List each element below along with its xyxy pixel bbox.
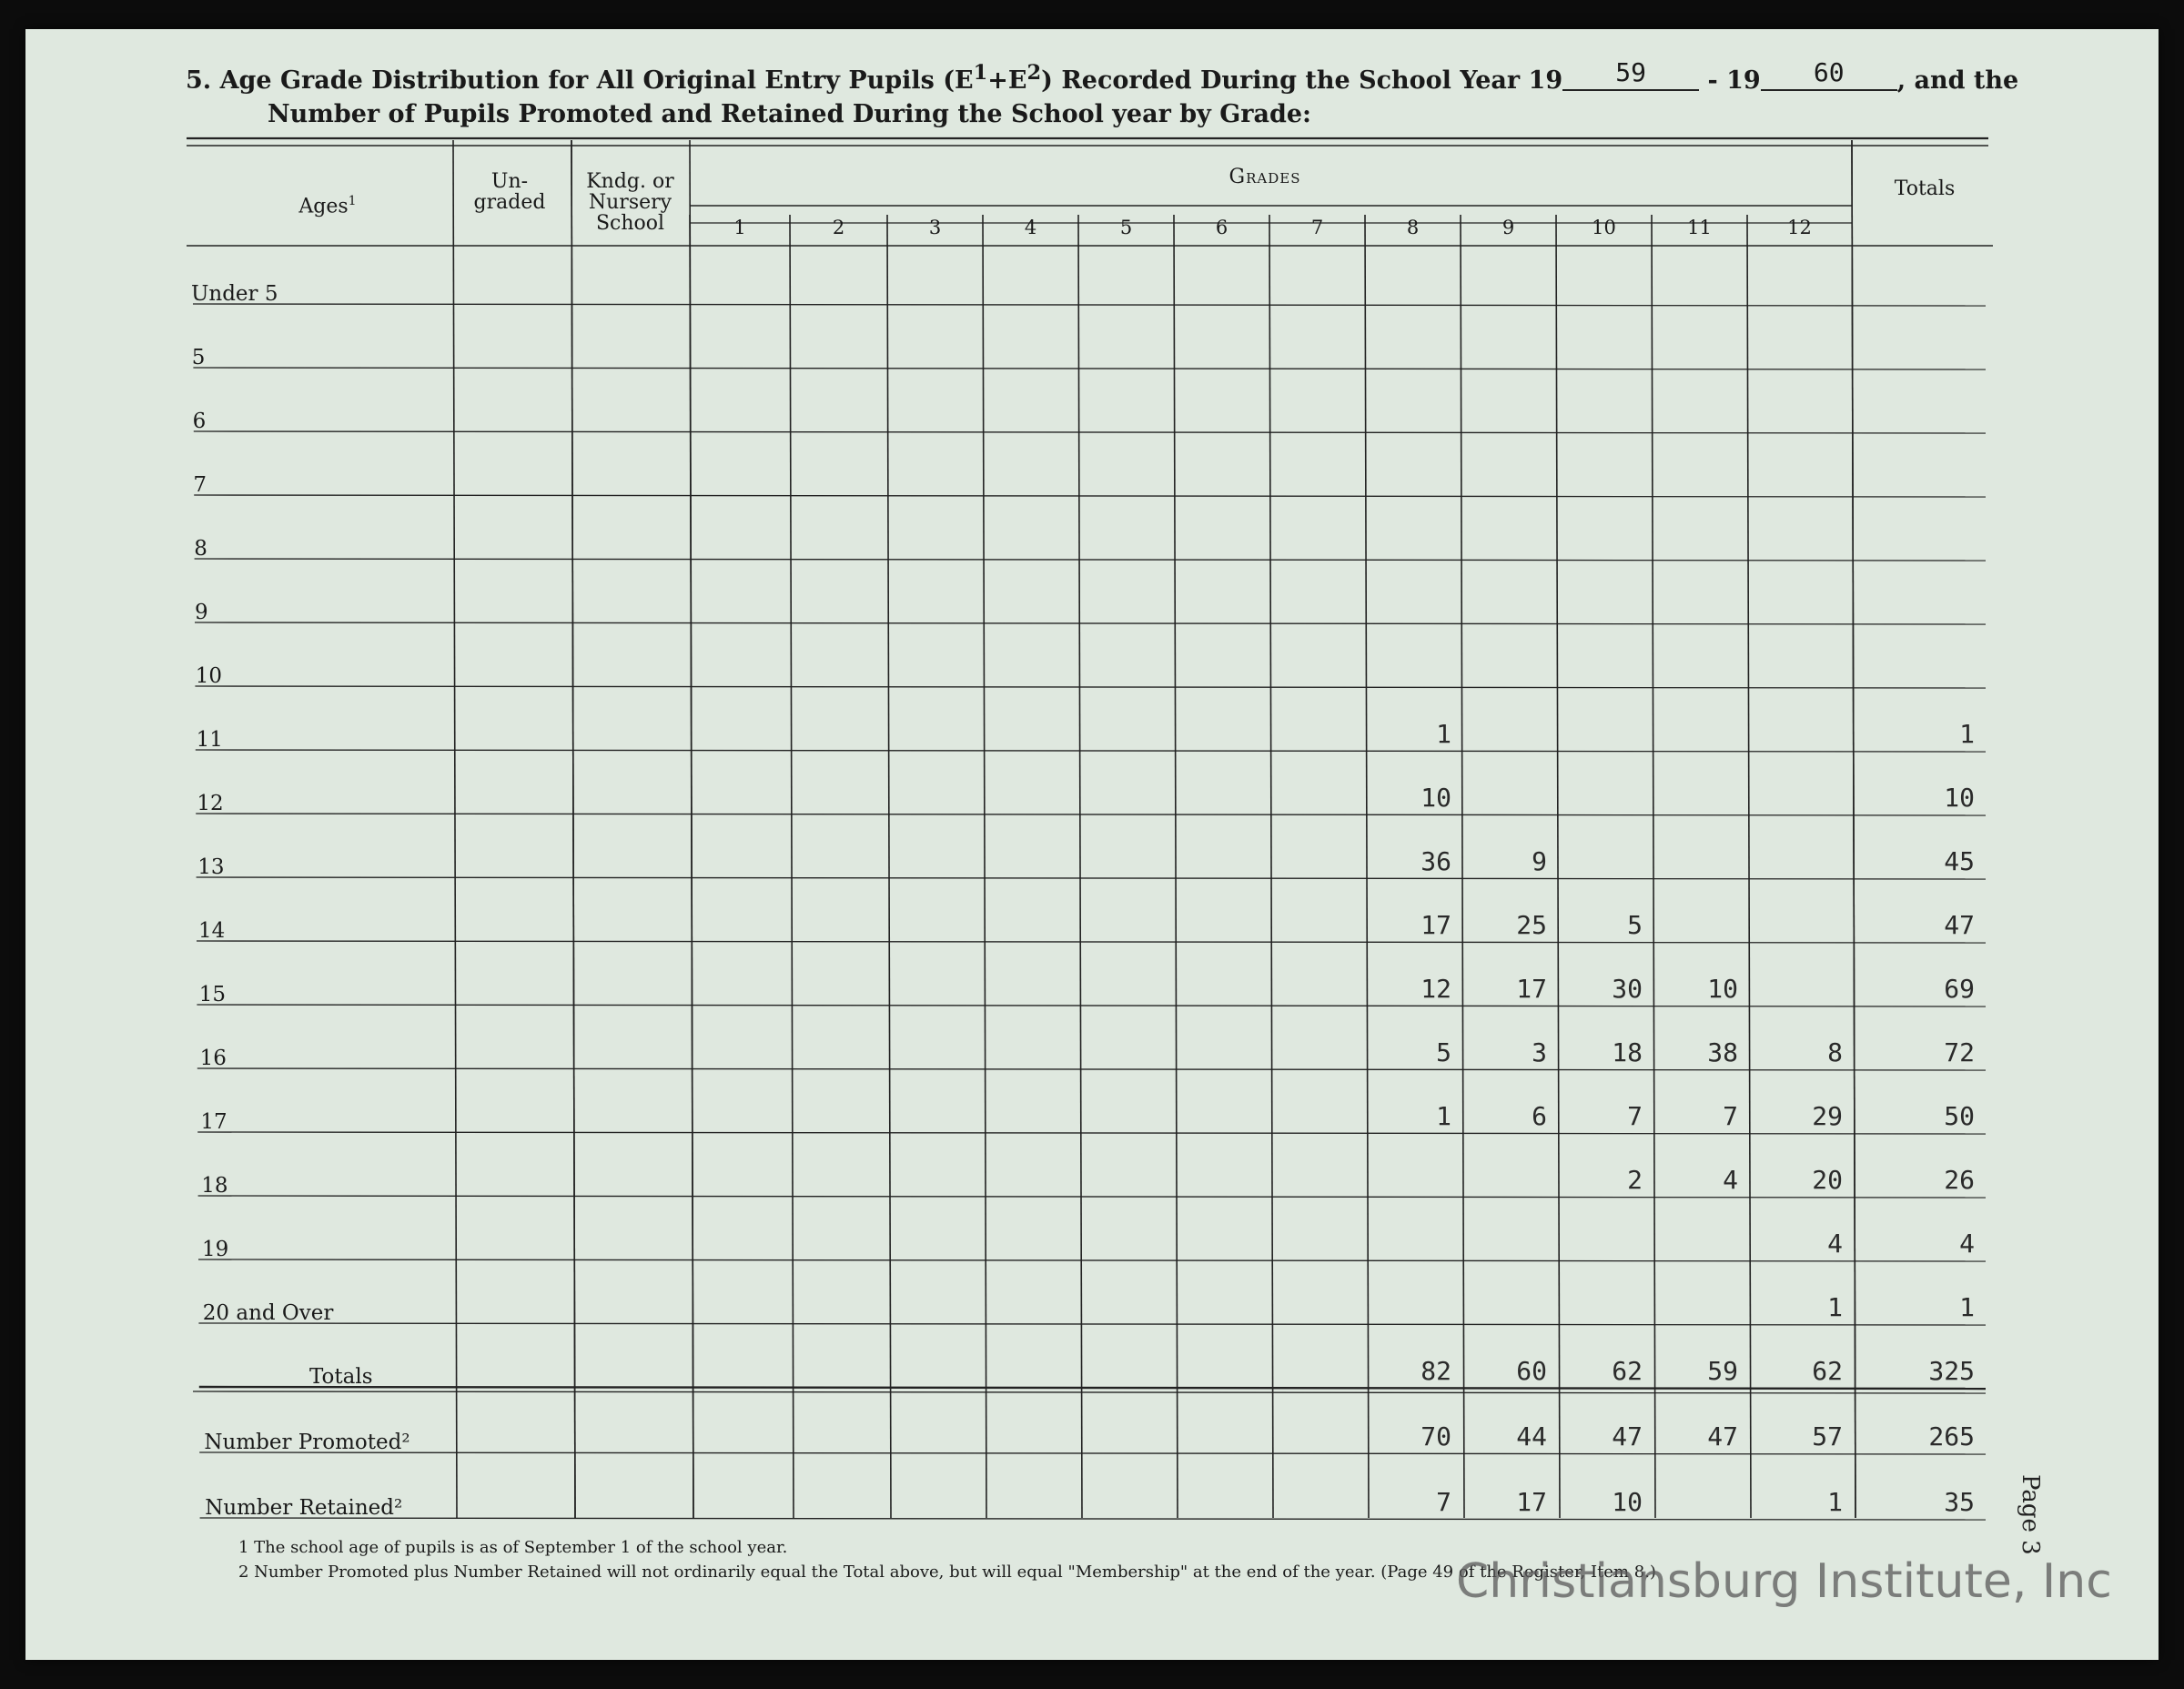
column-line <box>1269 215 1273 1518</box>
cell-total: 45 <box>1944 846 1975 876</box>
column-line <box>1461 215 1464 1518</box>
cell-grade-11: 4 <box>1723 1165 1738 1195</box>
grade-header-12: 12 <box>1787 217 1812 238</box>
row-rule <box>194 495 1986 497</box>
heading-plus: +E <box>987 66 1027 95</box>
row-rule <box>200 1518 1986 1520</box>
row-rule <box>197 1005 1986 1006</box>
cell-grade-8: 12 <box>1421 974 1451 1004</box>
cell-total: 325 <box>1928 1356 1975 1386</box>
cell-grade-12: 4 <box>1827 1229 1843 1259</box>
row-rule <box>199 1452 1986 1454</box>
row-label: 6 <box>192 410 207 433</box>
row-label: 13 <box>197 855 225 879</box>
cell-grade-12: 8 <box>1827 1037 1843 1067</box>
row-label: 12 <box>197 792 224 815</box>
cell-grade-10: 10 <box>1612 1487 1643 1517</box>
cell-grade-12: 1 <box>1827 1292 1843 1322</box>
grade-header-1: 1 <box>733 217 746 238</box>
grade-header-4: 4 <box>1024 217 1037 238</box>
footnote-1: 1 The school age of pupils is as of September 1 of the school year. <box>238 1538 788 1557</box>
cell-grade-8: 36 <box>1421 846 1451 876</box>
cell-grade-9: 6 <box>1532 1101 1547 1131</box>
cell-total: 26 <box>1944 1165 1975 1195</box>
cell-grade-8: 82 <box>1421 1356 1451 1386</box>
column-line <box>1556 215 1560 1518</box>
cell-grade-12: 57 <box>1812 1421 1843 1451</box>
cell-grade-11: 7 <box>1723 1101 1738 1131</box>
cell-grade-12: 1 <box>1827 1487 1843 1517</box>
row-rule <box>197 1068 1986 1070</box>
cell-grade-10: 2 <box>1627 1165 1643 1195</box>
row-rule <box>197 877 1986 879</box>
column-line <box>887 215 891 1518</box>
cell-grade-9: 3 <box>1532 1037 1547 1067</box>
header-kndg: Kndg. or Nursery School <box>586 170 674 235</box>
header-ungraded: Un- graded <box>473 170 546 214</box>
row-label: 8 <box>194 537 207 561</box>
cell-grade-9: 60 <box>1516 1356 1547 1386</box>
watermark: Christiansburg Institute, Inc <box>1456 1554 2112 1609</box>
cell-grade-11: 59 <box>1707 1356 1738 1386</box>
grade-header-9: 9 <box>1502 217 1515 238</box>
column-line <box>1652 215 1655 1518</box>
row-rule <box>193 368 1986 369</box>
cell-total: 47 <box>1944 910 1975 940</box>
cell-grade-8: 1 <box>1436 1101 1451 1131</box>
row-rule <box>195 686 1986 688</box>
cell-total: 1 <box>1959 1292 1975 1322</box>
column-line <box>1747 215 1751 1518</box>
grade-header-5: 5 <box>1119 217 1133 238</box>
cell-grade-9: 17 <box>1516 1487 1547 1517</box>
grade-header-8: 8 <box>1406 217 1420 238</box>
column-line <box>1852 140 1855 1518</box>
row-rule <box>197 1132 1986 1134</box>
cell-grade-11: 47 <box>1707 1421 1738 1451</box>
row-label: 15 <box>198 983 227 1006</box>
cell-grade-12: 29 <box>1812 1101 1843 1131</box>
row-rule <box>196 750 1986 752</box>
row-label: 18 <box>201 1174 228 1198</box>
column-line <box>983 215 986 1518</box>
row-label: 9 <box>195 601 208 624</box>
header-grades: Grades <box>1228 166 1301 188</box>
cell-grade-8: 70 <box>1421 1421 1451 1451</box>
cell-total: 50 <box>1944 1101 1975 1131</box>
heading-sup-2: 2 <box>1026 61 1042 85</box>
grade-header-11: 11 <box>1687 217 1712 238</box>
grade-header-7: 7 <box>1310 217 1324 238</box>
row-label: Number Promoted² <box>204 1431 410 1454</box>
heading-mid: ) Recorded During the School Year 19 <box>1041 66 1563 95</box>
cell-grade-9: 25 <box>1516 910 1547 940</box>
cell-grade-11: 10 <box>1707 974 1738 1004</box>
cell-grade-11: 38 <box>1707 1037 1738 1067</box>
row-rule <box>198 1323 1986 1325</box>
grade-header-6: 6 <box>1215 217 1228 238</box>
column-line <box>690 140 693 1518</box>
row-label: 14 <box>198 919 226 943</box>
cell-grade-9: 17 <box>1516 974 1547 1004</box>
row-label: Totals <box>309 1365 373 1389</box>
row-rule <box>193 1391 1986 1393</box>
heading-line-2: Number of Pupils Promoted and Retained During the School year by Grade: <box>268 100 1311 128</box>
column-line <box>571 140 575 1518</box>
row-label: 5 <box>191 346 206 369</box>
row-rule <box>194 431 1986 433</box>
cell-grade-8: 17 <box>1421 910 1451 940</box>
column-line <box>1078 215 1082 1518</box>
cell-grade-12: 20 <box>1812 1165 1843 1195</box>
cell-grade-12: 62 <box>1812 1356 1843 1386</box>
cell-grade-8: 7 <box>1436 1487 1451 1517</box>
year-start-field[interactable]: 59 <box>1562 56 1699 91</box>
cell-total: 1 <box>1959 719 1975 749</box>
cell-grade-10: 30 <box>1612 974 1643 1004</box>
row-rule <box>195 622 1986 624</box>
cell-grade-9: 9 <box>1532 846 1547 876</box>
cell-grade-10: 5 <box>1627 910 1643 940</box>
row-label: 19 <box>202 1238 229 1261</box>
page-number: Page 3 <box>2017 1474 2044 1555</box>
cell-total: 69 <box>1944 974 1975 1004</box>
cell-grade-10: 7 <box>1627 1101 1643 1131</box>
grade-header-10: 10 <box>1592 217 1616 238</box>
row-rule <box>196 814 1986 815</box>
row-label: 10 <box>195 664 223 688</box>
row-label: 16 <box>199 1047 227 1070</box>
heading-sup-1: 1 <box>973 61 988 85</box>
column-line <box>453 140 457 1518</box>
column-line <box>1365 215 1369 1518</box>
cell-total: 4 <box>1959 1229 1975 1259</box>
cell-total: 35 <box>1944 1487 1975 1517</box>
cell-total: 72 <box>1944 1037 1975 1067</box>
row-rule <box>193 304 1986 306</box>
grade-header-3: 3 <box>928 217 942 238</box>
row-rule <box>197 941 1986 943</box>
row-label: 20 and Over <box>202 1301 334 1325</box>
row-rule <box>195 559 1986 561</box>
grade-header-2: 2 <box>832 217 845 238</box>
cell-grade-10: 47 <box>1612 1421 1643 1451</box>
cell-grade-10: 62 <box>1612 1356 1643 1386</box>
cell-grade-8: 1 <box>1436 719 1451 749</box>
row-label: 17 <box>200 1110 228 1134</box>
year-end-field[interactable]: 60 <box>1761 56 1897 91</box>
column-line <box>790 215 794 1518</box>
heading-prefix: 5. Age Grade Distribution for All Original Entry Pupils (E <box>186 66 974 95</box>
cell-total: 10 <box>1944 783 1975 813</box>
row-label: Under 5 <box>191 282 278 306</box>
cell-grade-9: 44 <box>1516 1421 1547 1451</box>
header-totals: Totals <box>1894 177 1956 200</box>
cell-total: 265 <box>1928 1421 1975 1451</box>
header-ages: Ages$^1$ <box>298 194 357 218</box>
row-label: Number Retained² <box>205 1496 403 1520</box>
heading-dash: - 19 <box>1707 66 1761 95</box>
footnote-2: 2 Number Promoted plus Number Retained will not ordinarily equal the Total above, but will equal "Membership" at the end of the year. (Page 49 of the Register, Item 8.) <box>238 1563 1656 1582</box>
cell-grade-8: 5 <box>1436 1037 1451 1067</box>
row-rule <box>198 1196 1986 1198</box>
cell-grade-10: 18 <box>1612 1037 1643 1067</box>
row-rule <box>199 1387 1986 1389</box>
row-label: 7 <box>193 473 207 497</box>
heading-suffix: , and the <box>1896 66 2019 95</box>
row-rule <box>198 1259 1986 1261</box>
column-line <box>1174 215 1178 1518</box>
row-label: 11 <box>196 728 223 752</box>
cell-grade-8: 10 <box>1421 783 1451 813</box>
